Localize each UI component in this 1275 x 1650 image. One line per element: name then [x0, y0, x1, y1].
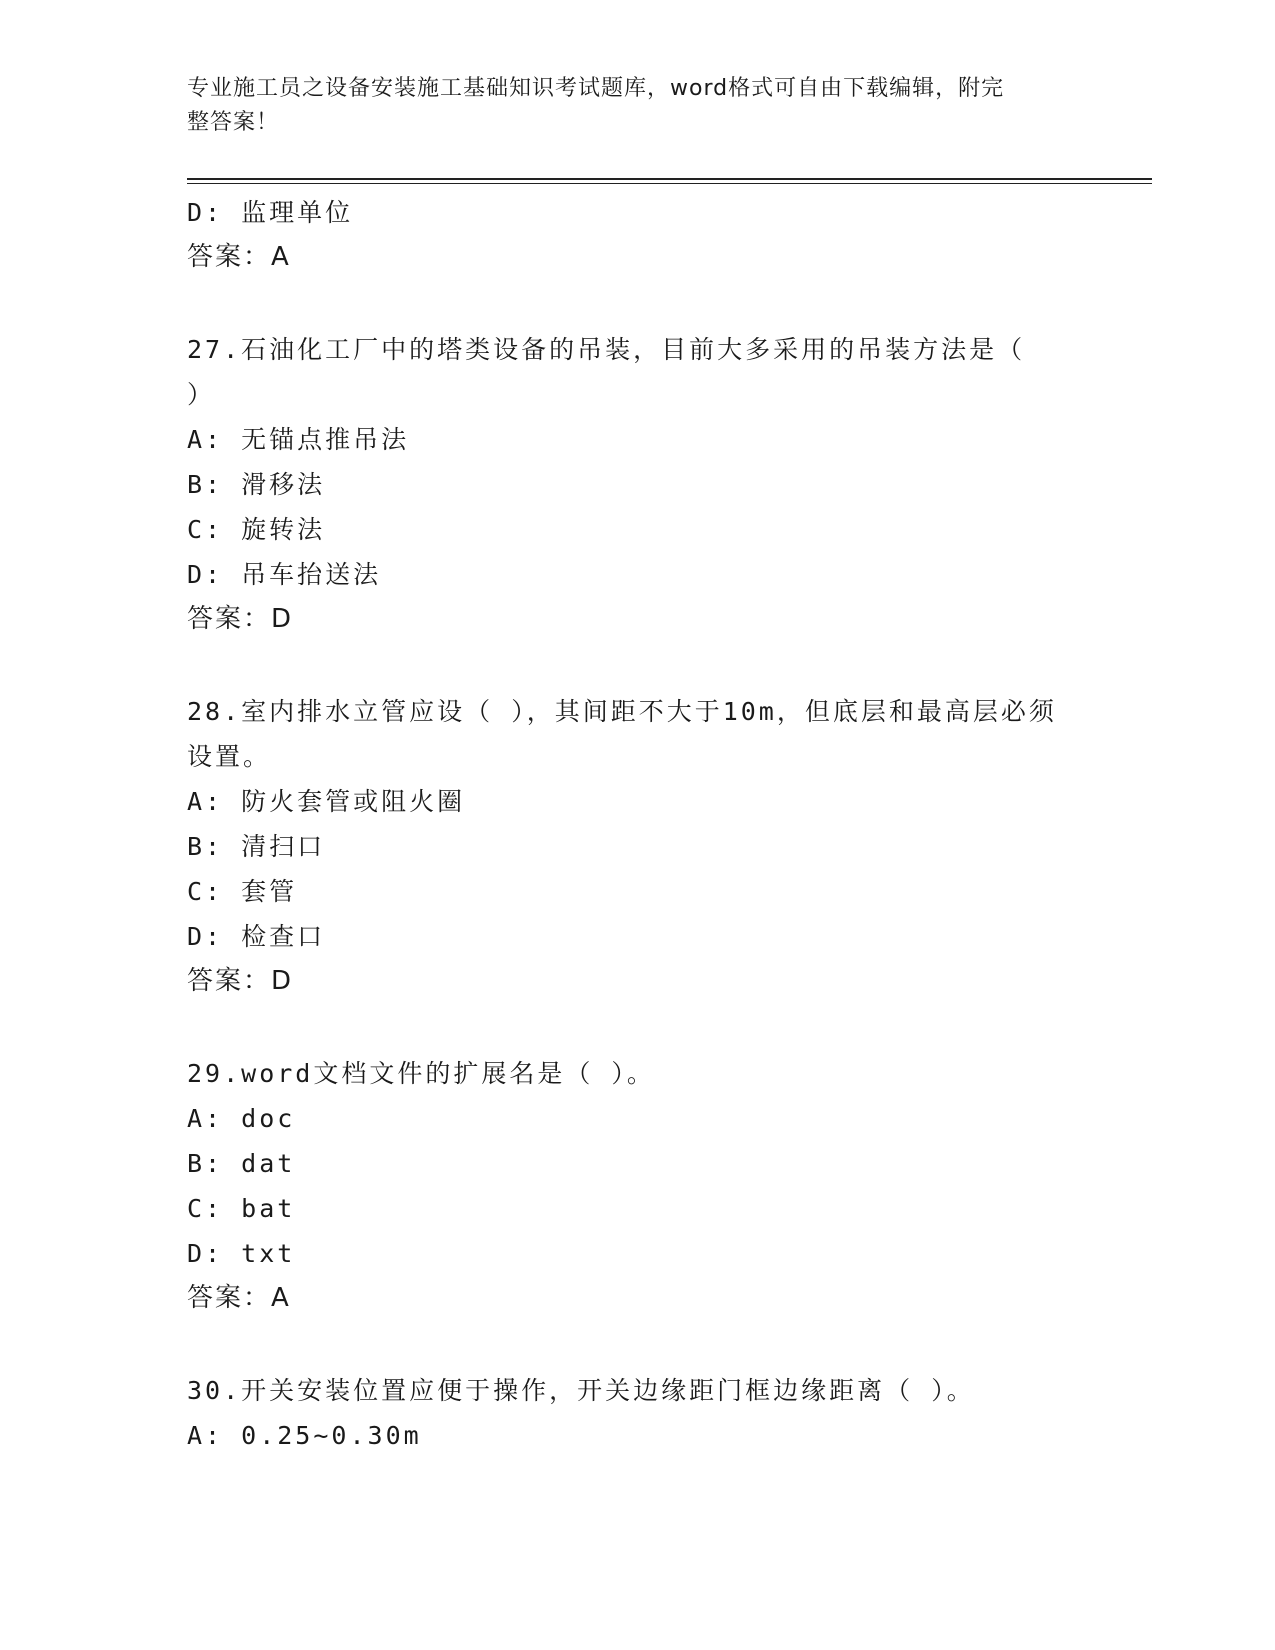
header-line-1: 专业施工员之设备安装施工基础知识考试题库，word格式可自由下载编辑，附完: [187, 76, 1005, 101]
previous-question-tail: [187, 190, 1087, 280]
option-b: B: 滑移法: [187, 470, 326, 499]
answer-line: 答案：A: [187, 242, 291, 272]
option-a: A: doc: [187, 1104, 296, 1133]
option-d: D: 监理单位: [187, 198, 354, 227]
option-a: A: 无锚点推吊法: [187, 425, 410, 454]
question-stem: 29.word文档文件的扩展名是（ ）。: [187, 1059, 655, 1088]
question-stem-continued: ）: [187, 380, 216, 409]
option-d: D: 检查口: [187, 922, 326, 951]
document-header: [187, 72, 1067, 140]
option-c: C: bat: [187, 1194, 296, 1223]
option-b: B: dat: [187, 1149, 296, 1178]
option-c: C: 旋转法: [187, 515, 326, 544]
option-d: D: txt: [187, 1239, 296, 1268]
option-b: B: 清扫口: [187, 832, 326, 861]
question-27: [187, 327, 1087, 642]
question-28: [187, 689, 1087, 1004]
question-stem: 28.室内排水立管应设（ ），其间距不大于10m，但底层和最高层必须: [187, 697, 1057, 726]
question-30: [187, 1368, 1087, 1458]
option-a: A: 0.25~0.30m: [187, 1421, 422, 1450]
answer-line: 答案：D: [187, 966, 294, 996]
header-rule-thin: [187, 183, 1152, 184]
option-a: A: 防火套管或阻火圈: [187, 787, 466, 816]
question-stem-continued: 设置。: [187, 742, 272, 771]
question-stem: 30.开关安装位置应便于操作，开关边缘距门框边缘距离（ ）。: [187, 1376, 975, 1405]
option-d: D: 吊车抬送法: [187, 560, 382, 589]
header-rule-thick: [187, 178, 1152, 180]
answer-line: 答案：A: [187, 1283, 291, 1313]
answer-line: 答案：D: [187, 604, 294, 634]
header-line-2: 整答案！: [187, 110, 280, 135]
question-29: [187, 1051, 1087, 1321]
exam-content: [187, 190, 1087, 1458]
question-stem: 27.石油化工厂中的塔类设备的吊装，目前大多采用的吊装方法是（: [187, 335, 1026, 364]
option-c: C: 套管: [187, 877, 298, 906]
